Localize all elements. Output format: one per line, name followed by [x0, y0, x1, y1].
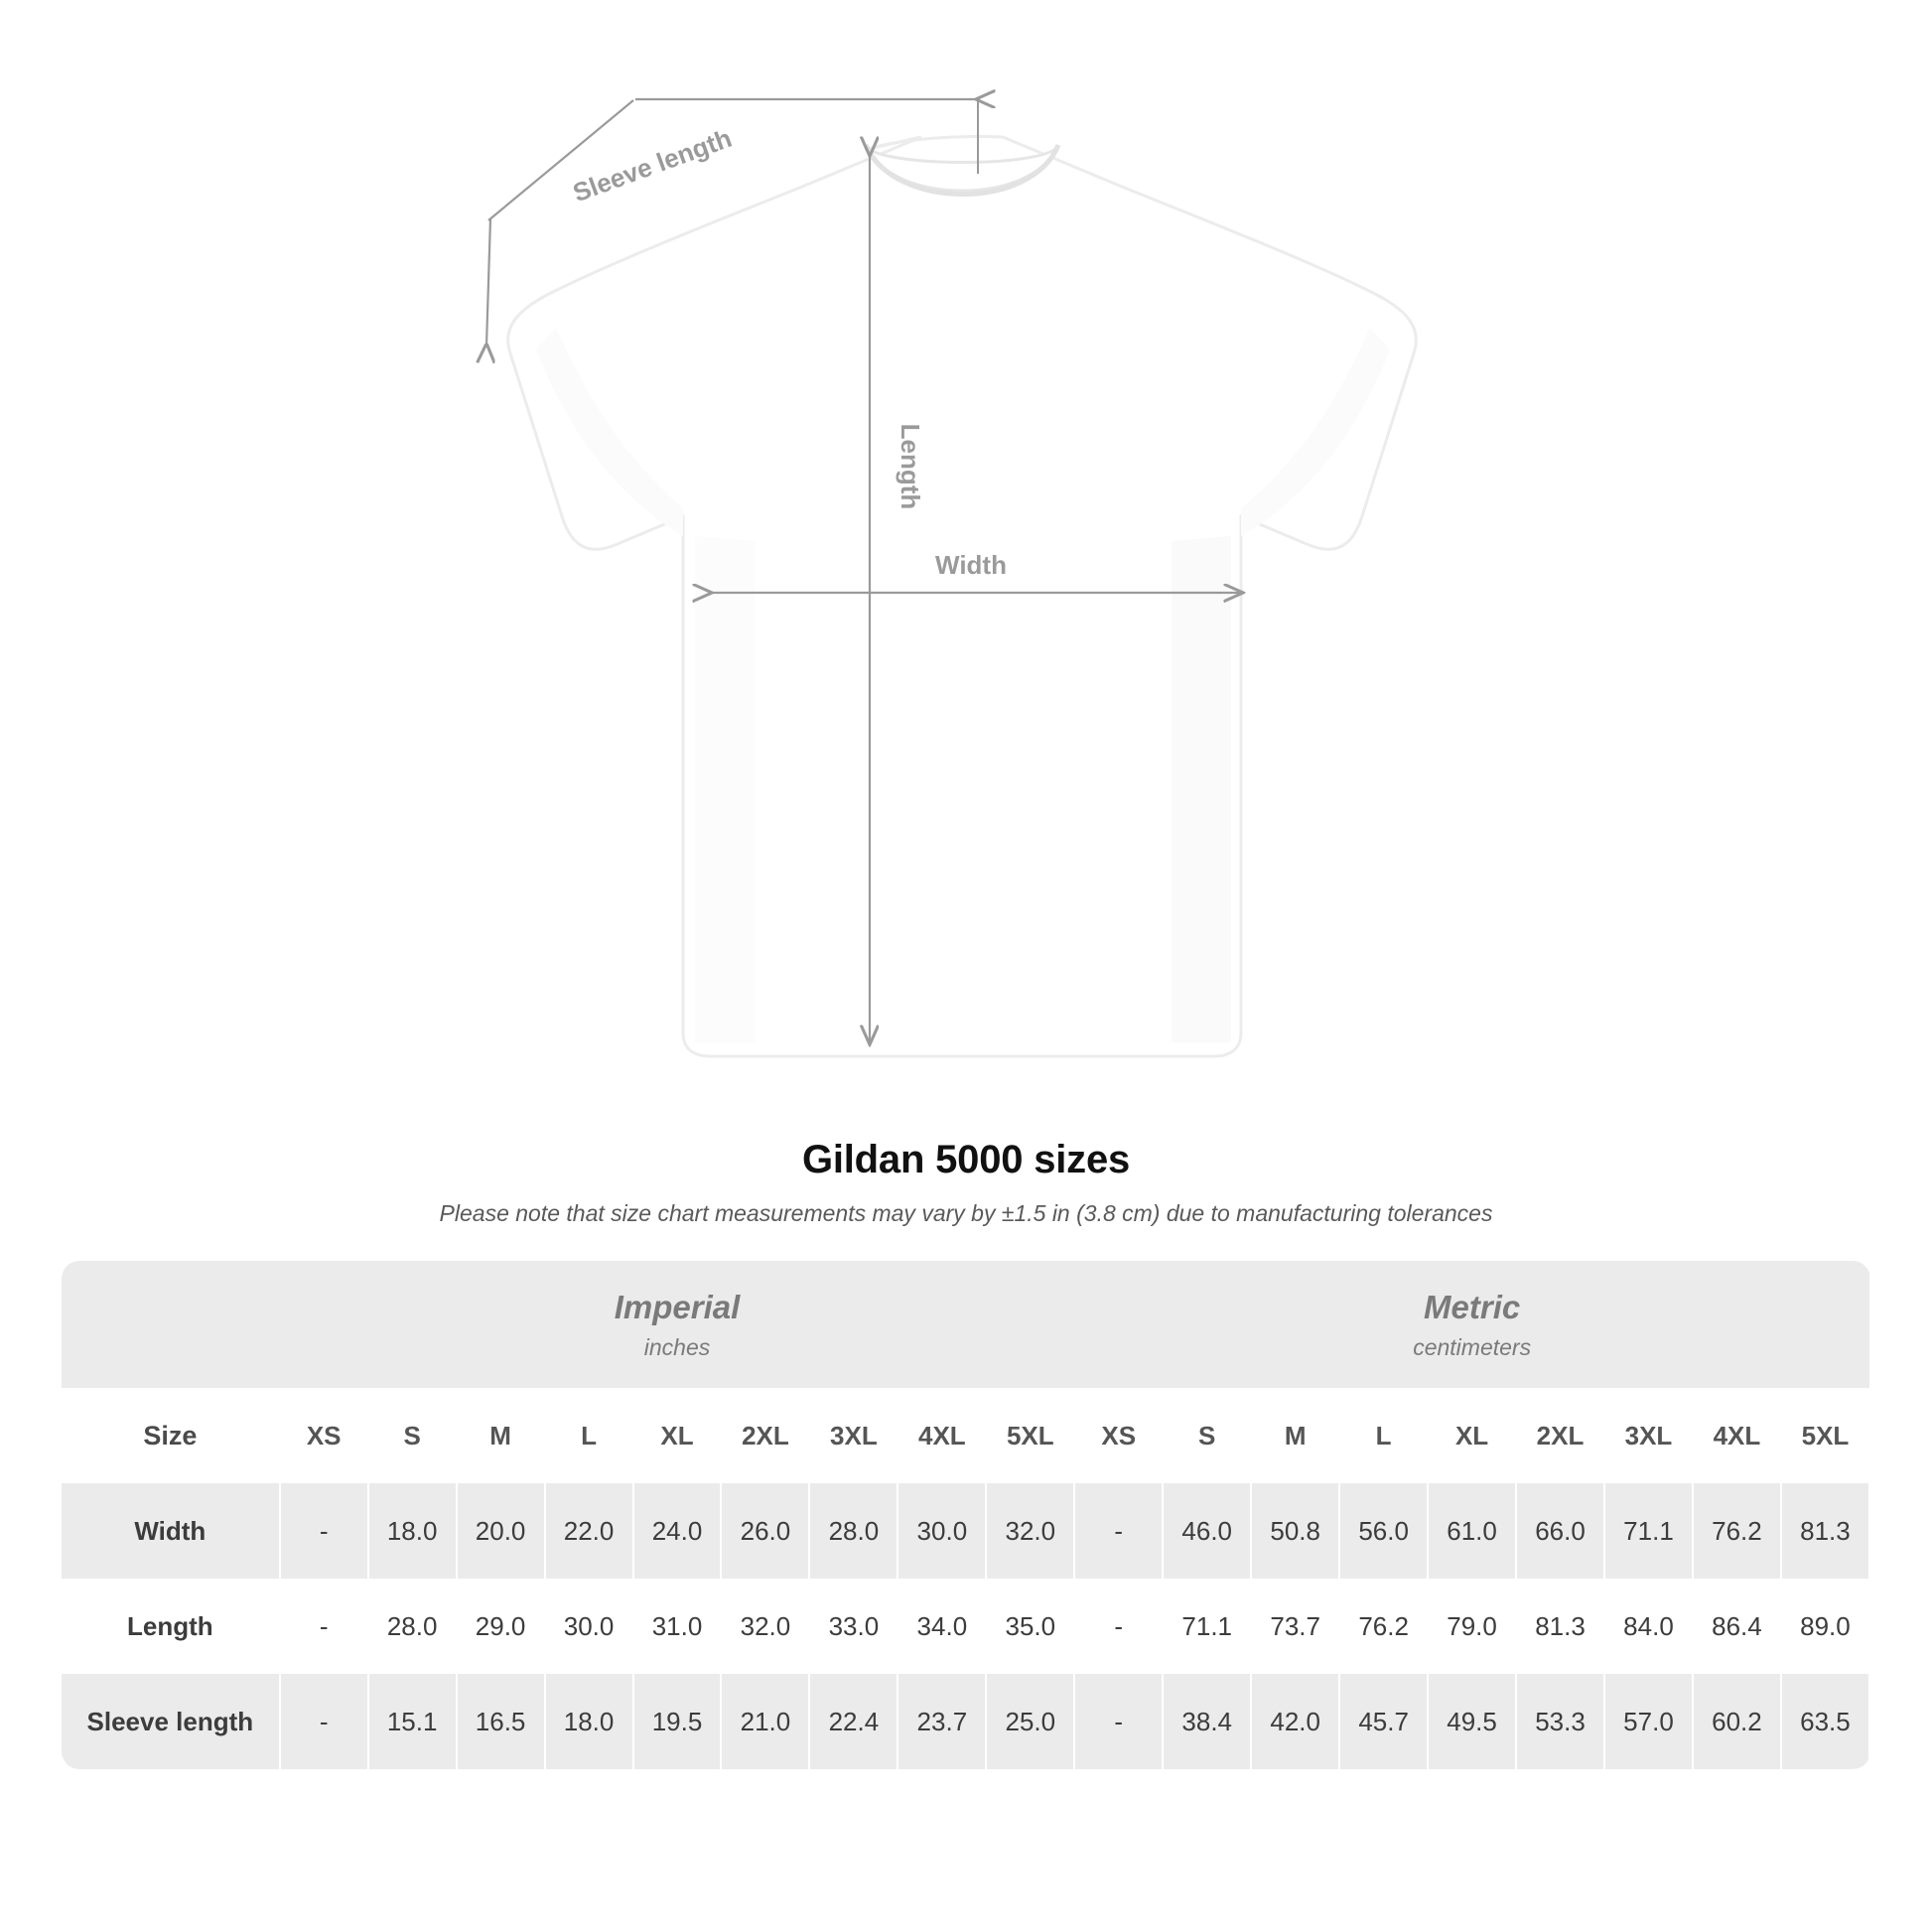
size-header-row: [62, 1388, 1869, 1483]
cell-length-imperial-xs: -: [280, 1579, 368, 1674]
cell-sleeve-imperial-xl: 19.5: [633, 1674, 722, 1769]
length-label: Length: [896, 423, 925, 510]
header-imperial-xl: XL: [633, 1388, 722, 1483]
header-metric-s: S: [1163, 1388, 1251, 1483]
header-metric-3xl: 3XL: [1604, 1388, 1693, 1483]
sleeve-length-label: Sleeve length: [569, 122, 736, 208]
cell-width-metric-5xl: 81.3: [1781, 1483, 1869, 1579]
cell-width-imperial-l: 22.0: [545, 1483, 633, 1579]
cell-width-metric-2xl: 66.0: [1516, 1483, 1604, 1579]
header-metric-l: L: [1339, 1388, 1428, 1483]
cell-width-imperial-m: 20.0: [457, 1483, 545, 1579]
cell-width-metric-xl: 61.0: [1428, 1483, 1516, 1579]
unit-group-imperial: [280, 1261, 1075, 1388]
header-imperial-5xl: 5XL: [986, 1388, 1074, 1483]
header-imperial-xs: XS: [280, 1388, 368, 1483]
row-label-sleeve-length: Sleeve length: [62, 1674, 280, 1769]
cell-sleeve-metric-s: 38.4: [1163, 1674, 1251, 1769]
cell-length-metric-xl: 79.0: [1428, 1579, 1516, 1674]
table-row: [62, 1483, 1869, 1579]
cell-sleeve-imperial-m: 16.5: [457, 1674, 545, 1769]
cell-width-imperial-2xl: 26.0: [721, 1483, 809, 1579]
cell-sleeve-metric-3xl: 57.0: [1604, 1674, 1693, 1769]
cell-sleeve-imperial-l: 18.0: [545, 1674, 633, 1769]
cell-width-imperial-xl: 24.0: [633, 1483, 722, 1579]
row-label-length: Length: [62, 1579, 280, 1674]
header-metric-5xl: 5XL: [1781, 1388, 1869, 1483]
table-row: [62, 1579, 1869, 1674]
cell-width-imperial-3xl: 28.0: [809, 1483, 897, 1579]
cell-length-imperial-s: 28.0: [368, 1579, 457, 1674]
cell-length-imperial-2xl: 32.0: [721, 1579, 809, 1674]
cell-width-metric-4xl: 76.2: [1693, 1483, 1781, 1579]
cell-length-metric-xs: -: [1074, 1579, 1163, 1674]
cell-length-imperial-4xl: 34.0: [897, 1579, 986, 1674]
cell-sleeve-imperial-2xl: 21.0: [721, 1674, 809, 1769]
cell-length-metric-4xl: 86.4: [1693, 1579, 1781, 1674]
cell-sleeve-imperial-xs: -: [280, 1674, 368, 1769]
cell-sleeve-metric-m: 42.0: [1251, 1674, 1339, 1769]
header-metric-m: M: [1251, 1388, 1339, 1483]
header-imperial-4xl: 4XL: [897, 1388, 986, 1483]
header-metric-xl: XL: [1428, 1388, 1516, 1483]
cell-sleeve-metric-2xl: 53.3: [1516, 1674, 1604, 1769]
cell-width-metric-m: 50.8: [1251, 1483, 1339, 1579]
cell-width-metric-l: 56.0: [1339, 1483, 1428, 1579]
cell-length-imperial-xl: 31.0: [633, 1579, 722, 1674]
cell-width-metric-3xl: 71.1: [1604, 1483, 1693, 1579]
cell-length-imperial-l: 30.0: [545, 1579, 633, 1674]
row-label-width: Width: [62, 1483, 280, 1579]
cell-width-imperial-5xl: 32.0: [986, 1483, 1074, 1579]
page-title: Gildan 5000 sizes: [801, 1138, 1131, 1181]
unit-header-row: [62, 1261, 1869, 1388]
tshirt-shape: [508, 137, 1417, 1057]
cell-length-metric-m: 73.7: [1251, 1579, 1339, 1674]
cell-sleeve-imperial-5xl: 25.0: [986, 1674, 1074, 1769]
cell-sleeve-imperial-3xl: 22.4: [809, 1674, 897, 1769]
cell-width-imperial-xs: -: [280, 1483, 368, 1579]
header-metric-4xl: 4XL: [1693, 1388, 1781, 1483]
size-table: [62, 1261, 1870, 1769]
tolerance-note: Please note that size chart measurements may vary by ±1.5 in (3.8 cm) due to manufacturing tolerances: [439, 1200, 1493, 1226]
unit-imperial-sub: inches: [643, 1333, 711, 1360]
title-block: [0, 1138, 1932, 1227]
unit-row-spacer: [62, 1261, 280, 1388]
cell-length-metric-l: 76.2: [1339, 1579, 1428, 1674]
cell-length-metric-2xl: 81.3: [1516, 1579, 1604, 1674]
header-imperial-2xl: 2XL: [721, 1388, 809, 1483]
header-imperial-s: S: [368, 1388, 457, 1483]
cell-sleeve-metric-5xl: 63.5: [1781, 1674, 1869, 1769]
cell-sleeve-imperial-4xl: 23.7: [897, 1674, 986, 1769]
table-row: [62, 1674, 1869, 1769]
unit-metric-sub: centimeters: [1413, 1333, 1532, 1360]
unit-group-metric: [1074, 1261, 1869, 1388]
size-table-wrapper: [62, 1261, 1870, 1769]
cell-length-imperial-5xl: 35.0: [986, 1579, 1074, 1674]
unit-metric-name: Metric: [1424, 1288, 1521, 1325]
cell-sleeve-metric-xl: 49.5: [1428, 1674, 1516, 1769]
cell-width-metric-s: 46.0: [1163, 1483, 1251, 1579]
cell-sleeve-metric-xs: -: [1074, 1674, 1163, 1769]
cell-sleeve-imperial-s: 15.1: [368, 1674, 457, 1769]
cell-width-imperial-4xl: 30.0: [897, 1483, 986, 1579]
cell-sleeve-metric-l: 45.7: [1339, 1674, 1428, 1769]
cell-width-metric-xs: -: [1074, 1483, 1163, 1579]
header-imperial-l: L: [545, 1388, 633, 1483]
cell-length-imperial-m: 29.0: [457, 1579, 545, 1674]
cell-sleeve-metric-4xl: 60.2: [1693, 1674, 1781, 1769]
unit-imperial-name: Imperial: [614, 1288, 741, 1325]
width-label: Width: [935, 550, 1007, 580]
cell-length-metric-5xl: 89.0: [1781, 1579, 1869, 1674]
cell-width-imperial-s: 18.0: [368, 1483, 457, 1579]
header-imperial-m: M: [457, 1388, 545, 1483]
header-metric-xs: XS: [1074, 1388, 1163, 1483]
cell-length-imperial-3xl: 33.0: [809, 1579, 897, 1674]
header-imperial-3xl: 3XL: [809, 1388, 897, 1483]
header-size-label: Size: [62, 1388, 280, 1483]
header-metric-2xl: 2XL: [1516, 1388, 1604, 1483]
cell-length-metric-s: 71.1: [1163, 1579, 1251, 1674]
cell-length-metric-3xl: 84.0: [1604, 1579, 1693, 1674]
